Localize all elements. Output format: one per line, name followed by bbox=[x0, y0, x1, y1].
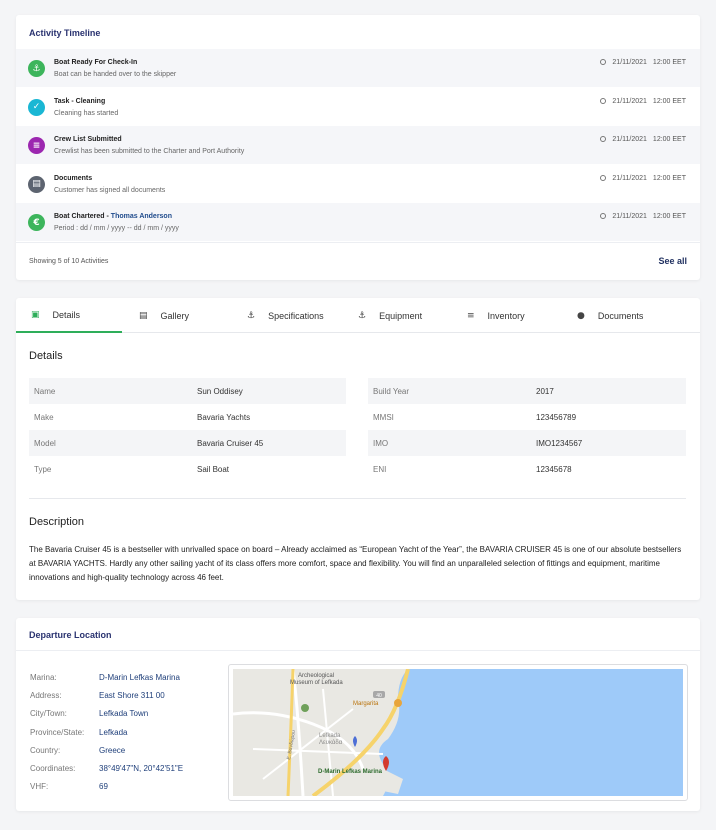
detail-label: Type bbox=[34, 465, 52, 474]
activity-summary: Showing 5 of 10 Activities bbox=[29, 258, 109, 265]
activity-subtitle: Crewlist has been submitted to the Charter and Port Authority bbox=[54, 148, 245, 155]
tab-bar bbox=[16, 298, 700, 333]
activity-subtitle: Cleaning has started bbox=[54, 109, 119, 117]
clock-icon bbox=[600, 98, 606, 104]
briefcase-icon: ▣ bbox=[31, 309, 40, 320]
detail-value: Bavaria Cruiser 45 bbox=[197, 439, 264, 448]
activity-title: Task - Cleaning bbox=[54, 97, 106, 105]
divider bbox=[29, 498, 686, 499]
street-label: Ε. Βανδώρου bbox=[286, 729, 298, 761]
document-icon: ▤ bbox=[28, 176, 45, 193]
tab-inventory[interactable] bbox=[452, 298, 558, 333]
clock-icon bbox=[600, 136, 606, 142]
activity-date: 21/11/2021 bbox=[612, 136, 647, 143]
location-label: Coordinates: bbox=[30, 764, 76, 773]
activity-timestamp bbox=[600, 98, 686, 105]
location-field bbox=[30, 673, 180, 682]
town-label: Λευκάδα bbox=[319, 740, 343, 746]
anchor-icon: ⚓ bbox=[247, 310, 256, 321]
map-canvas[interactable] bbox=[233, 669, 683, 796]
activity-title: Crew List Submitted bbox=[54, 136, 122, 143]
tab-label: Specifications bbox=[268, 310, 324, 321]
activity-timestamp bbox=[600, 59, 686, 66]
detail-value: IMO1234567 bbox=[536, 439, 583, 448]
location-field bbox=[30, 746, 125, 755]
activity-title: Boat Chartered - Thomas Anderson bbox=[54, 213, 172, 220]
road-badge-label: 40 bbox=[376, 693, 382, 699]
activity-time: 12:00 EET bbox=[652, 174, 686, 182]
detail-row bbox=[368, 378, 686, 404]
detail-label: IMO bbox=[373, 439, 389, 448]
activity-timestamp bbox=[600, 175, 686, 182]
location-value: 38°49'47"N, 20°42'51"E bbox=[99, 764, 184, 773]
location-label: VHF: bbox=[30, 782, 49, 792]
anchor-icon: ⚓ bbox=[28, 60, 45, 77]
activity-person[interactable]: Thomas Anderson bbox=[110, 213, 172, 220]
location-field bbox=[30, 782, 108, 791]
anchor-icon: ⚓ bbox=[358, 310, 367, 321]
location-value: Lefkada bbox=[99, 727, 128, 737]
detail-row bbox=[29, 456, 346, 482]
activity-time: 12:00 EET bbox=[652, 213, 686, 220]
description-text: The Bavaria Cruiser 45 is a bestseller with unrivalled space on board – Already acclaimed as “European Yacht of the Year”, the BAVARIA CRUISER 45 is one of our absolute bestsellers at BAVARIA YACHTS. Hardly any other sailing yacht of its class offers more comfort, space and flexibility. You will find an unparalleled selection of fittings and equipment, maritime innovations and high-quality technology across 46 feet. bbox=[29, 545, 682, 582]
activity-subtitle: Period : dd / mm / yyyy -- dd / mm / yyyy bbox=[54, 225, 179, 232]
location-value: D-Marin Lefkas Marina bbox=[99, 673, 180, 682]
location-value: East Shore 311 00 bbox=[99, 691, 165, 701]
activity-date: 21/11/2021 bbox=[612, 59, 647, 66]
detail-label: Make bbox=[34, 413, 54, 422]
see-all-link[interactable]: See all bbox=[658, 256, 687, 266]
map-view[interactable] bbox=[228, 664, 688, 801]
detail-label: Build Year bbox=[373, 387, 410, 396]
activity-date: 21/11/2021 bbox=[612, 97, 647, 105]
tab-label: Gallery bbox=[160, 310, 190, 321]
list-check-icon: ≡ bbox=[467, 310, 475, 321]
marina-map-label: D-Marin Lefkas Marina bbox=[318, 769, 383, 775]
activity-timestamp bbox=[600, 213, 686, 220]
location-label: Address: bbox=[30, 691, 62, 701]
museum-marker[interactable] bbox=[301, 704, 309, 712]
activity-item bbox=[16, 88, 700, 126]
timeline-title: Activity Timeline bbox=[29, 28, 101, 38]
museum-label: Archeological bbox=[298, 673, 335, 679]
divider bbox=[16, 242, 700, 243]
clock-icon bbox=[600, 175, 606, 181]
list-check-icon: ≡ bbox=[28, 137, 45, 154]
activity-timestamp bbox=[600, 136, 686, 143]
detail-row bbox=[29, 378, 346, 404]
detail-value: 2017 bbox=[536, 387, 554, 396]
tab-specifications[interactable] bbox=[232, 298, 338, 333]
detail-label: Name bbox=[34, 387, 56, 396]
activity-time: 12:00 EET bbox=[652, 97, 686, 105]
detail-row bbox=[29, 404, 346, 430]
location-field bbox=[30, 728, 127, 737]
location-label: Province/State: bbox=[30, 727, 85, 737]
detail-row bbox=[29, 430, 346, 456]
activity-time: 12:00 EET bbox=[652, 136, 686, 143]
map-water bbox=[379, 669, 683, 796]
tab-documents[interactable] bbox=[562, 298, 668, 333]
clock-icon bbox=[600, 213, 606, 219]
euro-icon: € bbox=[28, 214, 45, 231]
clock-icon bbox=[600, 59, 606, 65]
detail-label: ENI bbox=[373, 465, 387, 474]
description-heading: Description bbox=[29, 516, 85, 528]
location-field bbox=[30, 691, 165, 700]
check-badge-icon: ✓ bbox=[28, 99, 45, 116]
info-icon: ● bbox=[577, 310, 585, 321]
detail-row bbox=[368, 404, 686, 430]
activity-title: Boat Ready For Check-In bbox=[54, 59, 138, 66]
activity-item bbox=[16, 165, 700, 203]
location-label: Country: bbox=[30, 745, 61, 755]
detail-row bbox=[368, 430, 686, 456]
activity-time: 12:00 EET bbox=[652, 59, 686, 66]
activity-date: 21/11/2021 bbox=[612, 213, 647, 220]
details-heading: Details bbox=[29, 350, 63, 362]
activity-item bbox=[16, 203, 700, 241]
margarita-label: Margarita bbox=[353, 701, 379, 707]
museum-label: Museum of Lefkada bbox=[290, 680, 343, 686]
tab-label: Inventory bbox=[487, 310, 525, 321]
detail-value: Sun Oddisey bbox=[197, 387, 243, 396]
detail-label: MMSI bbox=[373, 413, 394, 422]
location-value: 69 bbox=[99, 782, 108, 792]
departure-location-card bbox=[16, 618, 700, 811]
detail-value: 12345678 bbox=[536, 465, 572, 474]
detail-value: Sail Boat bbox=[197, 465, 230, 474]
activity-title: Documents bbox=[54, 174, 93, 182]
tab-label: Details bbox=[52, 309, 81, 320]
location-value: Greece bbox=[99, 745, 126, 755]
detail-value: 123456789 bbox=[536, 413, 577, 422]
activity-timeline-card bbox=[16, 15, 700, 280]
location-field bbox=[30, 709, 148, 718]
detail-row bbox=[368, 456, 686, 482]
tab-label: Equipment bbox=[379, 310, 423, 321]
gallery-icon: ▤ bbox=[139, 310, 148, 321]
tab-equipment[interactable] bbox=[343, 298, 449, 333]
location-value: Lefkada Town bbox=[99, 709, 149, 719]
activity-subtitle: Customer has signed all documents bbox=[54, 186, 166, 194]
tab-gallery[interactable] bbox=[124, 298, 230, 333]
boat-details-card bbox=[16, 298, 700, 600]
location-label: Marina: bbox=[30, 673, 57, 682]
activity-item bbox=[16, 49, 700, 87]
tab-details[interactable] bbox=[16, 298, 122, 333]
location-label: City/Town: bbox=[30, 709, 67, 719]
divider bbox=[16, 650, 700, 651]
location-field bbox=[30, 764, 183, 773]
activity-date: 21/11/2021 bbox=[612, 174, 647, 182]
detail-value: Bavaria Yachts bbox=[197, 413, 251, 422]
tab-label: Documents bbox=[597, 310, 644, 321]
restaurant-marker[interactable] bbox=[394, 699, 402, 707]
activity-subtitle: Boat can be handed over to the skipper bbox=[54, 71, 177, 78]
town-label: Lefkada bbox=[319, 733, 341, 739]
activity-item bbox=[16, 126, 700, 164]
detail-label: Model bbox=[34, 439, 56, 448]
departure-title: Departure Location bbox=[29, 630, 112, 640]
